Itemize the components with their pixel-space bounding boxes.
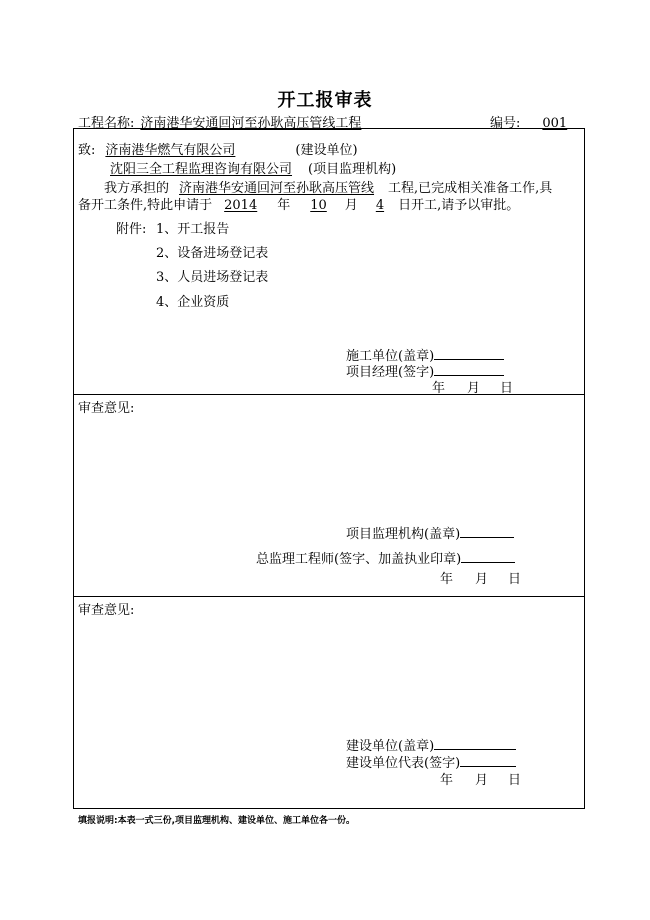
footer-note: 填报说明:本表一式三份,项目监理机构、建设单位、施工单位各一份。 bbox=[78, 816, 356, 826]
start-day: 4 bbox=[375, 198, 385, 213]
project-label: 工程名称: bbox=[78, 116, 135, 131]
recipient-2: 沈阳三全工程监理咨询有限公司 bbox=[110, 162, 293, 177]
number-label: 编号: bbox=[490, 116, 521, 131]
section-divider-2 bbox=[73, 596, 585, 597]
body-line-2 bbox=[78, 194, 519, 213]
date-month: 月 bbox=[475, 572, 489, 587]
attachments-label: 附件: bbox=[116, 222, 147, 237]
owner-seal-blank bbox=[434, 737, 516, 750]
owner-opinion-label: 审查意见: bbox=[78, 603, 135, 618]
owner-seal-label: 建设单位(盖章) bbox=[346, 739, 435, 754]
date-year: 年 bbox=[432, 381, 446, 396]
form-table bbox=[73, 128, 585, 809]
to-label: 致: bbox=[78, 143, 96, 158]
date-year: 年 bbox=[440, 572, 454, 587]
chief-engineer-blank bbox=[461, 550, 515, 563]
body-prefix: 我方承担的 bbox=[104, 181, 170, 196]
supervisor-seal-label: 项目监理机构(盖章) bbox=[346, 527, 461, 542]
date-day: 日 bbox=[500, 381, 514, 396]
body-project: 济南港华安通回河至孙耿高压管线 bbox=[179, 181, 375, 196]
date-month: 月 bbox=[475, 773, 489, 788]
start-month: 10 bbox=[310, 198, 327, 213]
recipient-line-2 bbox=[100, 158, 396, 177]
attachment-item: 2、设备进场登记表 bbox=[156, 246, 269, 261]
recipient-line-1 bbox=[78, 139, 358, 158]
date-day: 日 bbox=[508, 773, 522, 788]
attachment-item: 4、企业资质 bbox=[156, 295, 230, 310]
manager-sign-blank bbox=[434, 363, 504, 376]
chief-engineer-line bbox=[256, 548, 515, 567]
manager-sign-label: 项目经理(签字) bbox=[346, 365, 435, 380]
page-title: 开工报审表 bbox=[277, 90, 373, 111]
day-suffix: 日开工,请予以审批。 bbox=[398, 198, 520, 213]
month-unit: 月 bbox=[344, 198, 358, 213]
section2-date bbox=[440, 568, 521, 587]
recipient-2-role: (项目监理机构) bbox=[308, 162, 397, 177]
supervisor-seal-blank bbox=[460, 525, 514, 538]
chief-engineer-label: 总监理工程师(签字、加盖执业印章) bbox=[256, 552, 462, 567]
date-day: 日 bbox=[508, 572, 522, 587]
attachment-item: 3、人员进场登记表 bbox=[156, 270, 269, 285]
recipient-1: 济南港华燃气有限公司 bbox=[105, 143, 236, 158]
year-unit: 年 bbox=[277, 198, 291, 213]
attachment-item: 1、开工报告 bbox=[156, 222, 230, 237]
date-year: 年 bbox=[440, 773, 454, 788]
supervisor-opinion-label: 审查意见: bbox=[78, 401, 135, 416]
owner-rep-label: 建设单位代表(签字) bbox=[346, 756, 461, 771]
section1-date bbox=[432, 377, 513, 396]
contractor-seal-label: 施工单位(盖章) bbox=[346, 349, 435, 364]
start-year: 2014 bbox=[224, 198, 258, 213]
supervisor-seal-line bbox=[346, 523, 514, 542]
contractor-seal-blank bbox=[434, 347, 504, 360]
body-suffix: 工程,已完成相关准备工作,具 bbox=[388, 181, 553, 196]
date-month: 月 bbox=[467, 381, 481, 396]
section3-date bbox=[440, 769, 521, 788]
number-value: 001 bbox=[542, 116, 568, 131]
recipient-1-role: (建设单位) bbox=[295, 143, 358, 158]
body-line2-prefix: 备开工条件,特此申请于 bbox=[78, 198, 213, 213]
owner-rep-blank bbox=[460, 754, 516, 767]
project-name: 济南港华安通回河至孙耿高压管线工程 bbox=[140, 116, 362, 131]
